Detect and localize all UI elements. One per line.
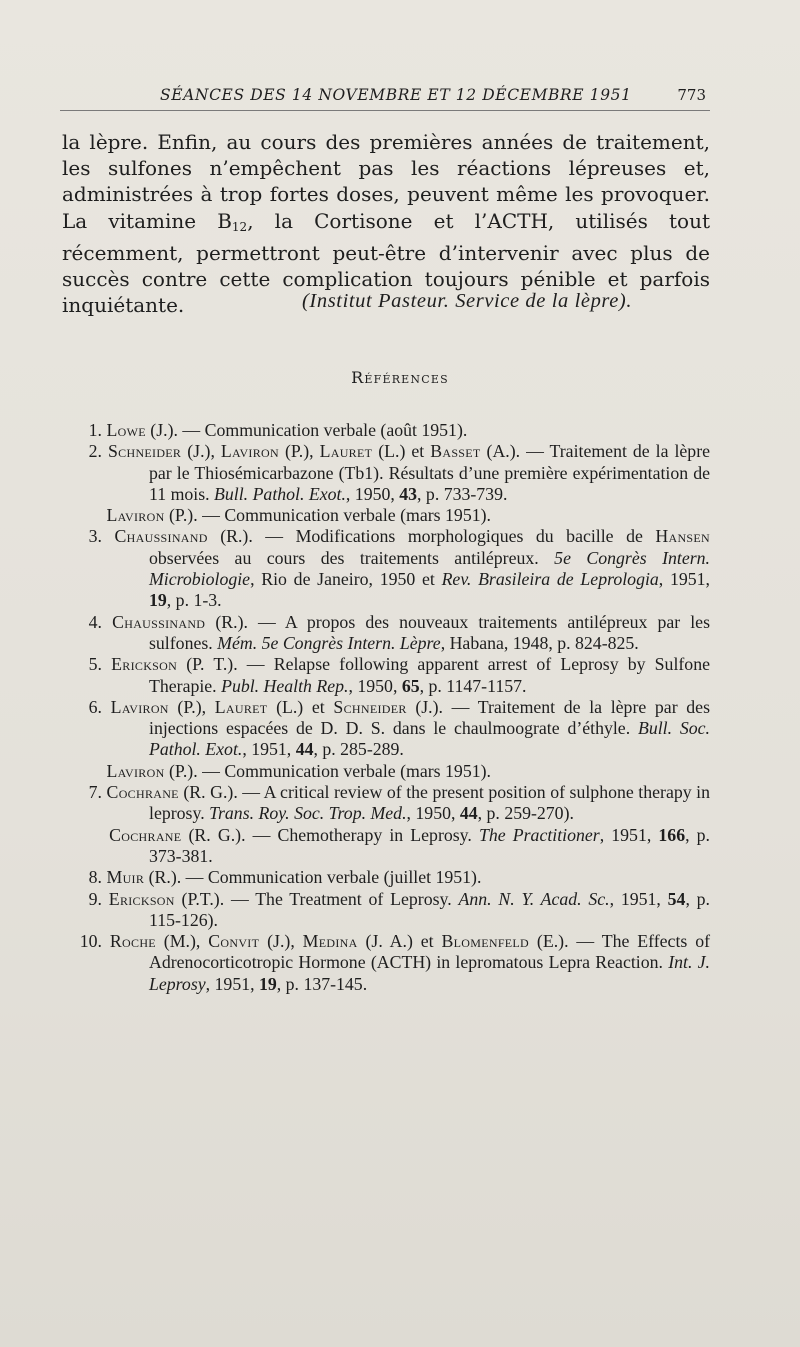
author-name: Hansen xyxy=(655,526,711,547)
reference-text: , p. 285-289. xyxy=(313,739,404,760)
reference-text: (J. A.) et xyxy=(357,931,442,952)
reference-text: (J.), xyxy=(181,441,221,462)
reference-number: 1. xyxy=(88,420,102,440)
reference-entry xyxy=(76,867,710,888)
reference-text: , p. 115-126). xyxy=(149,888,711,930)
volume-number: 44 xyxy=(459,803,478,824)
volume-number: 65 xyxy=(401,675,420,696)
reference-text: (M.), xyxy=(155,931,209,952)
author-name: Erickson xyxy=(108,888,175,909)
reference-entry xyxy=(76,505,710,526)
journal-title: Ann. N. Y. Acad. Sc. xyxy=(458,888,610,909)
journal-title: The Practitioner xyxy=(478,824,600,845)
author-name: Erickson xyxy=(111,654,178,675)
reference-text: , p. 1147-1157. xyxy=(419,675,527,696)
author-name: Lauret xyxy=(319,441,373,462)
page-header xyxy=(60,80,710,111)
reference-number: 6. xyxy=(88,696,102,717)
reference-entry xyxy=(76,931,710,995)
reference-text: , p. 137-145. xyxy=(276,973,368,994)
volume-number: 44 xyxy=(295,739,314,760)
page-number: 773 xyxy=(677,86,706,104)
reference-number: 9. xyxy=(88,888,102,909)
reference-text: (P.T.). — The Treatment of Leprosy. xyxy=(174,888,459,909)
reference-text: , p. 1-3. xyxy=(166,590,222,611)
reference-number: 3. xyxy=(88,526,102,547)
reference-text: (P. T.). — Relapse following apparent arrest of Leprosy by Sulfone Therapie. xyxy=(149,654,710,696)
reference-text: (J.), xyxy=(259,931,303,952)
reference-text: (A.). — Traitement de la lèpre par le Thiosémicarbazone (Tb1). Résultats d’une première expérimentation de 11 mois. xyxy=(149,441,711,504)
author-name: Medina xyxy=(302,931,358,952)
reference-text: , 1951, xyxy=(658,569,710,590)
reference-text: (J.). — Communication verbale (août 1951). xyxy=(145,420,468,440)
author-name: Roche xyxy=(109,931,156,952)
reference-text: (R. G.). — A critical review of the present position of sulphone therapy in leprosy. xyxy=(149,782,710,824)
reference-text: , p. 733-739. xyxy=(417,483,508,504)
affiliation: (Institut Pasteur. Service de la lèpre). xyxy=(302,290,633,312)
reference-number: 7. xyxy=(88,782,102,803)
reference-number: 10. xyxy=(79,931,102,952)
journal-title: Rev. Brasileira de Leprologia xyxy=(441,569,659,590)
reference-entry xyxy=(76,825,710,868)
reference-text: , 1950, xyxy=(345,483,400,504)
author-name: Schneider xyxy=(333,696,407,717)
reference-text: , 1950, xyxy=(348,675,402,696)
reference-text: , p. 373-381. xyxy=(149,824,710,866)
reference-entry xyxy=(76,526,710,611)
author-name: Cochrane xyxy=(106,782,179,803)
reference-text: , 1951, xyxy=(599,824,659,845)
volume-number: 19 xyxy=(149,590,167,611)
reference-text: , 1951, xyxy=(205,973,259,994)
reference-number: 2. xyxy=(88,441,102,462)
reference-entry xyxy=(76,782,710,825)
author-name: Laviron xyxy=(106,505,165,526)
author-name: Chaussinand xyxy=(112,611,206,632)
journal-title: Bull. Soc. Pathol. Exot. xyxy=(149,718,710,760)
reference-text: , Habana, 1948, p. 824-825. xyxy=(440,632,639,653)
reference-text: , Rio de Janeiro, 1950 et xyxy=(250,569,442,590)
journal-title: 5e Congrès Intern. Microbiologie xyxy=(149,547,710,590)
reference-number: 5. xyxy=(88,654,102,675)
author-name: Muir xyxy=(106,867,145,888)
journal-title: Publ. Health Rep. xyxy=(221,675,349,696)
paragraph-text-part-2: , la Cortisone et l’ACTH, utilisés tout récemment, permettront peut-être d’intervenir avec plus de succès contre cette complication toujours pénible et parfois inquiétante. xyxy=(62,208,710,318)
volume-number: 166 xyxy=(658,824,686,845)
reference-text: (P.). — Communication verbale (mars 1951). xyxy=(164,760,491,781)
reference-text: (J.). — Traitement de la lèpre par des injections espacées de D. D. S. dans le chaulmoograte d’éthyle. xyxy=(149,696,710,739)
reference-number: 4. xyxy=(88,611,102,632)
references-heading: Références xyxy=(351,368,449,387)
reference-text: (R.). — Communication verbale (juillet 1951). xyxy=(144,867,482,888)
reference-text: (L.) et xyxy=(372,441,431,462)
author-name: Convit xyxy=(208,931,260,952)
reference-text: (R.). — Modifications morphologiques du bacille de xyxy=(207,526,656,547)
reference-text: , 1951, xyxy=(242,739,296,760)
reference-list xyxy=(76,420,710,995)
author-name: Laviron xyxy=(110,696,169,717)
author-name: Blomenfeld xyxy=(441,931,530,952)
author-name: Lauret xyxy=(214,696,268,717)
volume-number: 54 xyxy=(667,888,686,909)
running-head: SÉANCES DES 14 NOVEMBRE ET 12 DÉCEMBRE 1951 xyxy=(160,86,632,104)
reference-text: (P.). — Communication verbale (mars 1951). xyxy=(164,505,491,526)
reference-text: , p. 259-270). xyxy=(477,803,574,824)
reference-text: (E.). — The Effects of Adrenocorticotropic Hormone (ACTH) in lepromatous Lepra Reaction. xyxy=(149,931,710,973)
journal-title: Trans. Roy. Soc. Trop. Med. xyxy=(209,803,407,824)
author-name: Laviron xyxy=(220,441,279,462)
reference-entry xyxy=(76,697,710,761)
reference-text: (P.), xyxy=(168,696,215,717)
vitamin-subscript: 12 xyxy=(231,219,248,234)
reference-entry xyxy=(76,889,710,932)
volume-number: 43 xyxy=(399,483,418,504)
author-name: Chaussinand xyxy=(114,526,208,547)
reference-entry xyxy=(76,420,710,441)
journal-title: Bull. Pathol. Exot. xyxy=(214,483,346,504)
paragraph-text-part-1: la lèpre. Enfin, au cours des premières années de traitement, les sulfones n’empêchent pas les réactions lépreuses et, administrées à trop fortes doses, peuvent même les provoquer. La vitamine B xyxy=(62,130,710,233)
reference-entry xyxy=(76,612,710,655)
reference-text: (L.) et xyxy=(267,696,334,717)
author-name: Lowe xyxy=(106,420,146,440)
reference-entry xyxy=(76,654,710,697)
reference-text: , 1950, xyxy=(406,803,460,824)
author-name: Cochrane xyxy=(109,824,182,845)
journal-title: Mém. 5e Congrès Intern. Lèpre xyxy=(217,632,441,653)
author-name: Basset xyxy=(430,441,481,462)
reference-entry xyxy=(76,761,710,782)
reference-text: (R.). — A propos des nouveaux traitements antilépreux par les sulfones. xyxy=(149,611,710,653)
reference-text: , 1951, xyxy=(609,888,668,909)
reference-text: observées au cours des traitements antilépreux. xyxy=(149,547,555,568)
reference-text: (P.), xyxy=(278,441,320,462)
journal-title: Int. J. Leprosy xyxy=(149,952,710,994)
reference-number: 8. xyxy=(88,867,102,888)
volume-number: 19 xyxy=(258,973,277,994)
author-name: Schneider xyxy=(107,441,182,462)
reference-text: (R. G.). — Chemotherapy in Leprosy. xyxy=(181,824,479,845)
reference-entry xyxy=(76,441,710,505)
author-name: Laviron xyxy=(106,760,165,781)
